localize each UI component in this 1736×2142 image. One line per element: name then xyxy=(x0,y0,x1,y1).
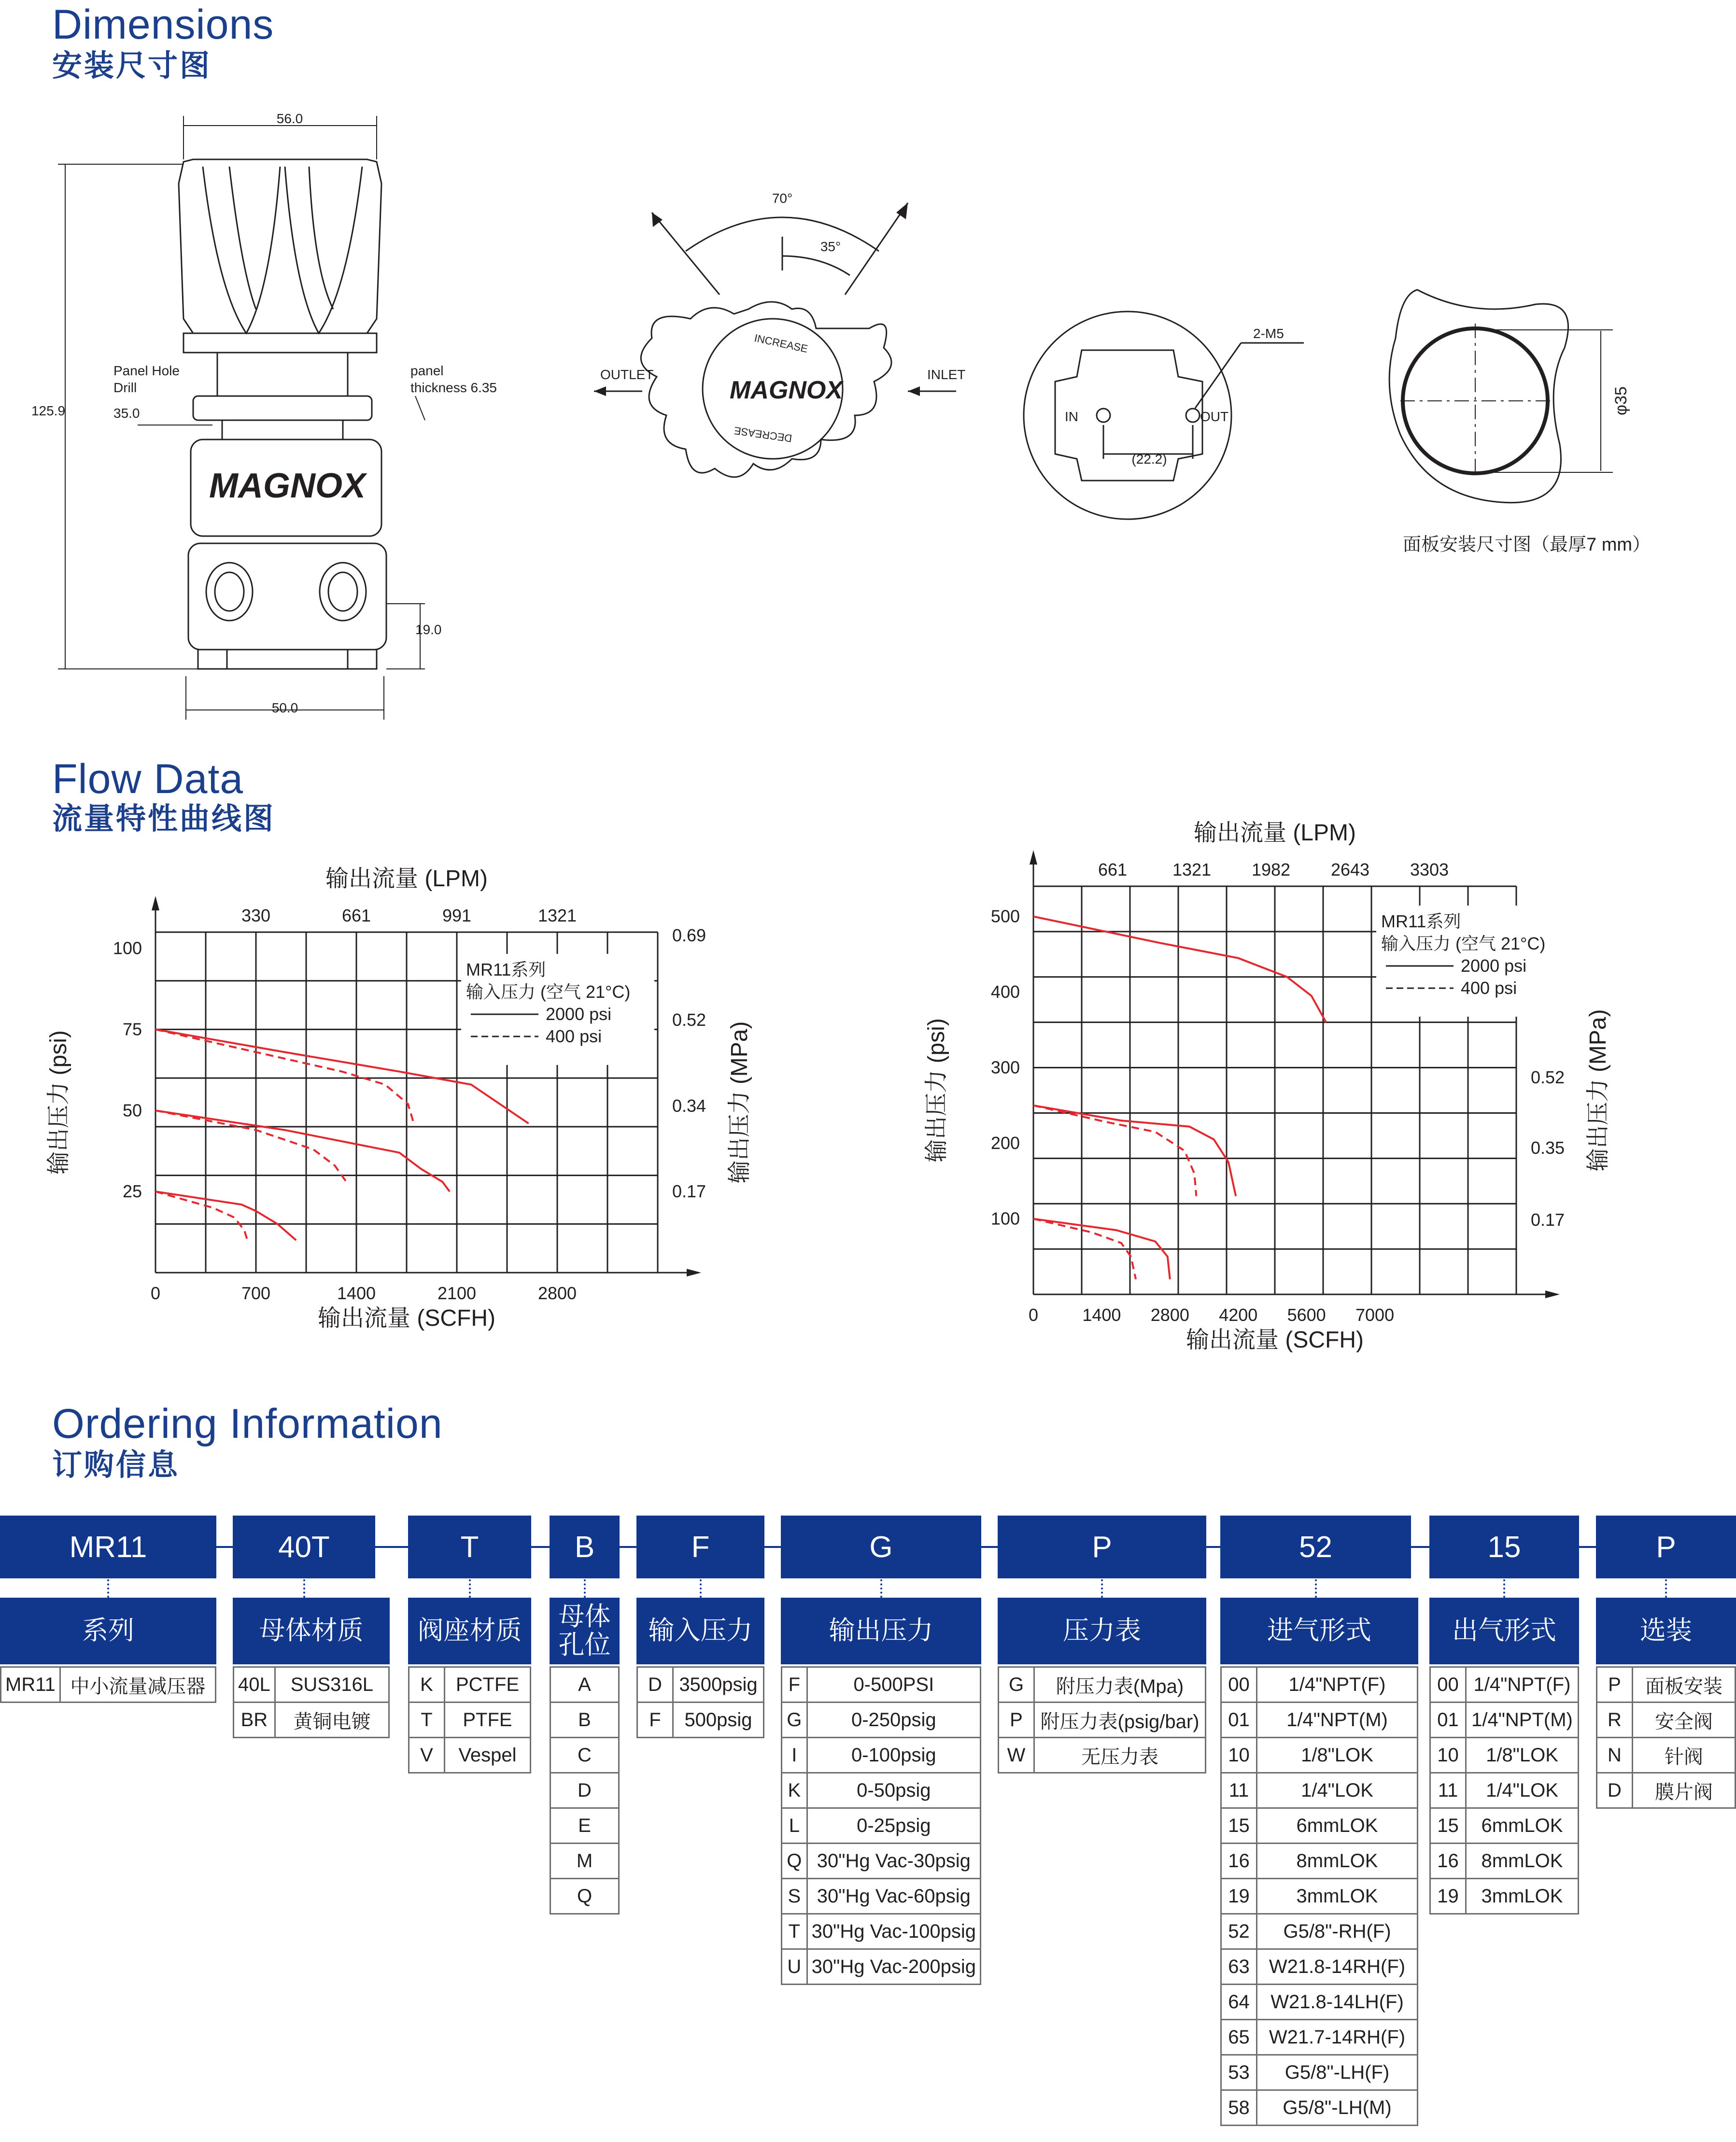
order-option-table xyxy=(550,1666,620,1915)
order-option-row xyxy=(1221,1985,1418,2020)
y-tick-label: 25 xyxy=(122,1181,142,1202)
option-description: 中小流量减压器 xyxy=(60,1667,215,1702)
option-description: PCTFE xyxy=(445,1667,531,1702)
option-description: 膜片阀 xyxy=(1633,1773,1736,1808)
order-option-row xyxy=(782,1738,981,1773)
option-code: 63 xyxy=(1221,1949,1257,1985)
order-option-row xyxy=(1597,1738,1736,1773)
y2-tick-label: 0.35 xyxy=(1531,1138,1565,1158)
dimensions-title: Dimensions xyxy=(52,1,274,48)
order-option-table xyxy=(0,1666,216,1703)
legend-solid-label: 2000 psi xyxy=(546,1004,612,1024)
legend-subtitle: 输入压力 (空气 21°C) xyxy=(1381,934,1546,953)
option-code: A xyxy=(550,1667,619,1702)
code-connector xyxy=(1579,1546,1596,1548)
option-description: 3mmLOK xyxy=(1257,1879,1418,1914)
order-code-box: P xyxy=(998,1516,1206,1578)
y-axis-label: 输出压力 (psi) xyxy=(924,1018,949,1163)
option-code: 00 xyxy=(1430,1667,1466,1702)
x-axis-arrow xyxy=(687,1269,701,1277)
option-description: 6mmLOK xyxy=(1466,1808,1579,1844)
flow-chart-left xyxy=(0,840,850,1381)
x-axis-arrow xyxy=(1545,1291,1560,1298)
order-option-row xyxy=(550,1773,619,1808)
order-option-table xyxy=(781,1666,981,1985)
option-code: BR xyxy=(234,1702,275,1738)
dim-height-total: 125.9 xyxy=(31,403,66,418)
option-code: 16 xyxy=(1221,1844,1257,1879)
dim-bottom-height: 19.0 xyxy=(415,622,442,637)
order-option-row xyxy=(1430,1702,1579,1738)
option-code: D xyxy=(637,1667,673,1702)
option-code: 15 xyxy=(1221,1808,1257,1844)
x-tick-label: 0 xyxy=(1028,1305,1039,1325)
dim-width-bottom: 50.0 xyxy=(271,700,298,715)
option-code: 53 xyxy=(1221,2055,1257,2090)
option-description: 1/8"LOK xyxy=(1257,1738,1418,1773)
order-option-row xyxy=(1,1667,216,1702)
code-dotted-connector xyxy=(107,1579,109,1598)
option-description: 无压力表 xyxy=(1034,1738,1206,1773)
panel-cutout-view xyxy=(1389,290,1613,503)
option-description: 0-500PSI xyxy=(807,1667,980,1702)
top-axis-label: 输出流量 (LPM) xyxy=(1193,821,1356,846)
option-description: G5/8"-LH(M) xyxy=(1257,2090,1418,2126)
option-code: 10 xyxy=(1430,1738,1466,1773)
phi-label: φ35 xyxy=(1612,386,1630,415)
option-code: F xyxy=(782,1667,807,1702)
code-connector xyxy=(1411,1546,1429,1548)
order-option-row xyxy=(1221,2055,1418,2090)
y-tick-label: 500 xyxy=(990,906,1020,926)
option-code: I xyxy=(782,1738,807,1773)
order-code-box: 40T xyxy=(233,1516,375,1578)
option-code: MR11 xyxy=(1,1667,60,1702)
series-2000psi-curve xyxy=(1033,1106,1236,1196)
order-option-row xyxy=(637,1702,764,1738)
x-tick-label: 2800 xyxy=(537,1283,577,1303)
order-option-row xyxy=(409,1702,531,1738)
code-dotted-connector xyxy=(700,1579,702,1598)
order-category-box: 母体 孔位 xyxy=(550,1598,620,1664)
option-description: 附压力表(psig/bar) xyxy=(1034,1702,1206,1738)
x-tick-label: 700 xyxy=(241,1283,271,1303)
option-description: 0-50psig xyxy=(807,1773,980,1808)
port-spacing: (22.2) xyxy=(1131,452,1167,467)
order-option-row xyxy=(234,1702,389,1738)
x-tick-label: 4200 xyxy=(1219,1305,1258,1325)
option-description: 8mmLOK xyxy=(1466,1844,1579,1879)
option-code: F xyxy=(637,1702,673,1738)
y-tick-label: 300 xyxy=(990,1057,1020,1078)
option-code: N xyxy=(1597,1738,1633,1773)
option-description: PTFE xyxy=(445,1702,531,1738)
order-category-box: 选装 xyxy=(1596,1598,1736,1664)
code-dotted-connector xyxy=(1665,1579,1667,1598)
y2-axis-label: 输出压力 (MPa) xyxy=(1585,1009,1611,1172)
y2-axis-label: 输出压力 (MPa) xyxy=(727,1021,752,1184)
order-option-row xyxy=(1221,1702,1418,1738)
option-code: 15 xyxy=(1430,1808,1466,1844)
order-option-row xyxy=(1221,2090,1418,2126)
option-code: E xyxy=(550,1808,619,1844)
order-option-row xyxy=(782,1667,981,1702)
x-tick-label: 7000 xyxy=(1355,1305,1395,1325)
option-code: V xyxy=(409,1738,445,1773)
option-code: L xyxy=(782,1808,807,1844)
option-description: 1/4"NPT(F) xyxy=(1257,1667,1418,1702)
order-option-row xyxy=(1221,1914,1418,1949)
order-category-box: 出气形式 xyxy=(1429,1598,1579,1664)
order-option-row xyxy=(234,1667,389,1702)
option-description: 30"Hg Vac-200psig xyxy=(807,1949,980,1985)
in-label: IN xyxy=(1065,409,1078,424)
order-option-row xyxy=(409,1738,531,1773)
series-400psi-curve xyxy=(155,1029,414,1123)
code-connector xyxy=(531,1546,550,1548)
order-option-row xyxy=(999,1738,1206,1773)
code-dotted-connector xyxy=(584,1579,586,1598)
order-option-row xyxy=(637,1667,764,1702)
order-option-row xyxy=(782,1808,981,1844)
option-description: 安全阀 xyxy=(1633,1702,1736,1738)
order-option-row xyxy=(1430,1808,1579,1844)
order-option-row xyxy=(1597,1667,1736,1702)
code-connector xyxy=(620,1546,636,1548)
y-tick-label: 400 xyxy=(990,982,1020,1002)
option-code: G xyxy=(999,1667,1034,1702)
decrease-label: DECREASE xyxy=(733,424,793,445)
y-tick-label: 100 xyxy=(113,938,142,958)
order-option-row xyxy=(1221,1773,1418,1808)
order-option-table xyxy=(1596,1666,1736,1809)
option-description: 0-250psig xyxy=(807,1702,980,1738)
top-tick-label: 1321 xyxy=(1172,860,1212,879)
y2-tick-label: 0.34 xyxy=(672,1096,706,1116)
order-option-row xyxy=(1221,1949,1418,1985)
option-code: T xyxy=(782,1914,807,1949)
top-axis-label: 输出流量 (LPM) xyxy=(325,866,488,892)
order-code-box: F xyxy=(636,1516,764,1578)
option-code: B xyxy=(550,1702,619,1738)
option-code: S xyxy=(782,1879,807,1914)
order-category-box: 系列 xyxy=(0,1598,216,1664)
option-code: 10 xyxy=(1221,1738,1257,1773)
option-description: Vespel xyxy=(445,1738,531,1773)
inlet-label: INLET xyxy=(927,367,966,382)
order-code-box: MR11 xyxy=(0,1516,216,1578)
outlet-label: OUTLET xyxy=(600,367,654,382)
order-option-table xyxy=(233,1666,390,1738)
option-description: 面板安装 xyxy=(1633,1667,1736,1702)
option-code: 65 xyxy=(1221,2020,1257,2055)
order-option-row xyxy=(782,1773,981,1808)
code-connector xyxy=(764,1546,781,1548)
order-option-row xyxy=(1597,1773,1736,1808)
option-description: 0-25psig xyxy=(807,1808,980,1844)
option-code: Q xyxy=(550,1879,619,1914)
option-description: 3mmLOK xyxy=(1466,1879,1579,1914)
x-tick-label: 2100 xyxy=(437,1283,477,1303)
brand-logo-knob: MAGNOX xyxy=(730,376,843,404)
option-description: 0-100psig xyxy=(807,1738,980,1773)
y-tick-label: 200 xyxy=(990,1133,1020,1153)
order-option-row xyxy=(1430,1879,1579,1914)
order-option-row xyxy=(409,1667,531,1702)
legend-title: MR11系列 xyxy=(1381,911,1461,931)
top-tick-label: 330 xyxy=(241,906,271,925)
option-code: 64 xyxy=(1221,1985,1257,2020)
option-code: 00 xyxy=(1221,1667,1257,1702)
option-code: P xyxy=(1597,1667,1633,1702)
x-tick-label: 1400 xyxy=(1082,1305,1121,1325)
order-option-row xyxy=(550,1808,619,1844)
order-category-box: 输出压力 xyxy=(781,1598,981,1664)
code-dotted-connector xyxy=(880,1579,882,1598)
m5-label: 2-M5 xyxy=(1253,326,1284,341)
order-code-box: P xyxy=(1596,1516,1736,1578)
series-400psi-curve xyxy=(155,1110,346,1182)
code-dotted-connector xyxy=(1315,1579,1317,1598)
option-description: W21.7-14RH(F) xyxy=(1257,2020,1418,2055)
order-option-row xyxy=(782,1949,981,1985)
order-option-row xyxy=(1430,1667,1579,1702)
out-label: OUT xyxy=(1200,409,1229,424)
order-option-table xyxy=(636,1666,764,1738)
code-dotted-connector xyxy=(469,1579,471,1598)
order-option-row xyxy=(1221,2020,1418,2055)
option-description: 1/8"LOK xyxy=(1466,1738,1579,1773)
option-code: D xyxy=(550,1773,619,1808)
series-2000psi-curve xyxy=(155,1110,450,1192)
code-connector xyxy=(981,1546,998,1548)
order-category-box: 母体材质 xyxy=(233,1598,390,1664)
order-category-box: 进气形式 xyxy=(1220,1598,1418,1664)
option-description: 1/4"NPT(F) xyxy=(1466,1667,1579,1702)
y2-tick-label: 0.52 xyxy=(672,1010,706,1030)
order-code-box: 52 xyxy=(1220,1516,1411,1578)
order-option-row xyxy=(550,1667,619,1702)
order-option-row xyxy=(550,1702,619,1738)
legend-dashed-label: 400 psi xyxy=(1461,978,1517,998)
flow-subtitle: 流量特性曲线图 xyxy=(52,802,276,836)
option-code: 58 xyxy=(1221,2090,1257,2126)
order-option-row xyxy=(782,1844,981,1879)
option-code: U xyxy=(782,1949,807,1985)
panel-caption: 面板安装尺寸图（最厚7 mm） xyxy=(1403,535,1651,555)
dimension-drawings xyxy=(0,0,1736,734)
order-category-box: 压力表 xyxy=(998,1598,1206,1664)
order-code-box: 15 xyxy=(1429,1516,1579,1578)
option-description: 30"Hg Vac-30psig xyxy=(807,1844,980,1879)
flow-title: Flow Data xyxy=(52,756,244,802)
x-axis-label: 输出流量 (SCFH) xyxy=(318,1305,495,1331)
brand-logo-side: MAGNOX xyxy=(209,467,366,505)
option-code: 52 xyxy=(1221,1914,1257,1949)
y-tick-label: 75 xyxy=(122,1019,142,1039)
order-option-row xyxy=(1430,1738,1579,1773)
panel-thickness-label-1: panel xyxy=(410,363,444,378)
code-dotted-connector xyxy=(1101,1579,1103,1598)
code-connector xyxy=(1206,1546,1220,1548)
order-option-table xyxy=(1429,1666,1579,1915)
order-option-row xyxy=(1221,1667,1418,1702)
panel-hole-label-2: Drill xyxy=(113,380,137,395)
option-code: 11 xyxy=(1221,1773,1257,1808)
top-tick-label: 2643 xyxy=(1330,860,1370,879)
legend-solid-label: 2000 psi xyxy=(1461,956,1527,976)
y2-tick-label: 0.69 xyxy=(672,925,706,945)
order-category-box: 输入压力 xyxy=(636,1598,764,1664)
order-option-row xyxy=(1430,1844,1579,1879)
option-description: 1/4"LOK xyxy=(1466,1773,1579,1808)
code-dotted-connector xyxy=(1503,1579,1505,1598)
option-code: 19 xyxy=(1430,1879,1466,1914)
regulator-side-view xyxy=(179,159,386,669)
y-tick-label: 100 xyxy=(990,1208,1020,1229)
option-description: W21.8-14RH(F) xyxy=(1257,1949,1418,1985)
x-tick-label: 1400 xyxy=(337,1283,376,1303)
order-option-row xyxy=(1221,1738,1418,1773)
angle-inner: 35° xyxy=(820,239,841,254)
order-code-box: T xyxy=(408,1516,531,1578)
option-description: 1/4"NPT(M) xyxy=(1257,1702,1418,1738)
order-option-row xyxy=(782,1879,981,1914)
x-tick-label: 5600 xyxy=(1287,1305,1326,1325)
panel-hole-value: 35.0 xyxy=(113,406,140,421)
option-description: 8mmLOK xyxy=(1257,1844,1418,1879)
option-description: 30"Hg Vac-100psig xyxy=(807,1914,980,1949)
option-description: 黄铜电镀 xyxy=(275,1702,389,1738)
order-option-row xyxy=(550,1879,619,1914)
top-tick-label: 661 xyxy=(341,906,371,925)
legend-subtitle: 输入压力 (空气 21°C) xyxy=(466,982,631,1002)
order-option-row xyxy=(999,1702,1206,1738)
option-description: 6mmLOK xyxy=(1257,1808,1418,1844)
y2-tick-label: 0.17 xyxy=(672,1181,706,1201)
top-tick-label: 1321 xyxy=(537,906,577,925)
top-tick-label: 661 xyxy=(1098,860,1128,879)
code-dotted-connector xyxy=(303,1579,305,1598)
option-code: K xyxy=(782,1773,807,1808)
order-option-row xyxy=(782,1702,981,1738)
option-code: K xyxy=(409,1667,445,1702)
order-option-row xyxy=(999,1667,1206,1702)
ordering-subtitle: 订购信息 xyxy=(52,1448,180,1482)
dim-width-top: 56.0 xyxy=(276,111,303,126)
legend-dashed-label: 400 psi xyxy=(546,1026,602,1046)
option-code: P xyxy=(999,1702,1034,1738)
order-option-row xyxy=(1430,1773,1579,1808)
order-option-row xyxy=(550,1844,619,1879)
option-code: 16 xyxy=(1430,1844,1466,1879)
order-option-table xyxy=(998,1666,1206,1773)
top-tick-label: 991 xyxy=(442,906,472,925)
option-code: 40L xyxy=(234,1667,275,1702)
series-2000psi-curve xyxy=(1033,917,1326,1022)
option-description: 1/4"LOK xyxy=(1257,1773,1418,1808)
option-code: T xyxy=(409,1702,445,1738)
increase-label: INCREASE xyxy=(753,332,809,355)
option-description: 30"Hg Vac-60psig xyxy=(807,1879,980,1914)
option-code: 11 xyxy=(1430,1773,1466,1808)
option-description: SUS316L xyxy=(275,1667,389,1702)
option-description: 3500psig xyxy=(673,1667,764,1702)
angle-outer: 70° xyxy=(772,191,793,206)
y2-tick-label: 0.52 xyxy=(1531,1067,1565,1087)
option-code: W xyxy=(999,1738,1034,1773)
order-option-table xyxy=(408,1666,531,1773)
option-code: 01 xyxy=(1221,1702,1257,1738)
legend-title: MR11系列 xyxy=(466,960,546,979)
option-code: C xyxy=(550,1738,619,1773)
flow-chart-right xyxy=(869,821,1736,1386)
option-code: M xyxy=(550,1844,619,1879)
option-description: 500psig xyxy=(673,1702,764,1738)
code-connector xyxy=(216,1546,233,1548)
option-code: D xyxy=(1597,1773,1633,1808)
y2-tick-label: 0.17 xyxy=(1531,1210,1565,1230)
order-option-row xyxy=(1221,1879,1418,1914)
option-code: R xyxy=(1597,1702,1633,1738)
top-tick-label: 3303 xyxy=(1410,860,1449,879)
panel-hole-label-1: Panel Hole xyxy=(113,363,180,378)
option-description: G5/8"-LH(F) xyxy=(1257,2055,1418,2090)
option-code: 19 xyxy=(1221,1879,1257,1914)
y-tick-label: 50 xyxy=(122,1100,142,1121)
y-axis-label: 输出压力 (psi) xyxy=(46,1030,71,1175)
order-code-box: B xyxy=(550,1516,620,1578)
ordering-title: Ordering Information xyxy=(52,1401,443,1447)
panel-thickness-label-2: thickness 6.35 xyxy=(410,380,497,395)
option-code: Q xyxy=(782,1844,807,1879)
option-code: 01 xyxy=(1430,1702,1466,1738)
top-tick-label: 1982 xyxy=(1251,860,1291,879)
order-option-row xyxy=(1221,1808,1418,1844)
y-axis-arrow xyxy=(152,896,159,910)
order-option-table xyxy=(1220,1666,1418,2126)
option-description: G5/8"-RH(F) xyxy=(1257,1914,1418,1949)
order-option-row xyxy=(1597,1702,1736,1738)
x-axis-label: 输出流量 (SCFH) xyxy=(1186,1327,1364,1353)
y-axis-arrow xyxy=(1030,850,1037,865)
order-option-row xyxy=(1221,1844,1418,1879)
order-option-row xyxy=(782,1914,981,1949)
order-code-box: G xyxy=(781,1516,981,1578)
x-tick-label: 2800 xyxy=(1150,1305,1189,1325)
order-category-box: 阀座材质 xyxy=(408,1598,531,1664)
option-description: 1/4"NPT(M) xyxy=(1466,1702,1579,1738)
x-tick-label: 0 xyxy=(150,1283,161,1303)
option-description: W21.8-14LH(F) xyxy=(1257,1985,1418,2020)
option-description: 附压力表(Mpa) xyxy=(1034,1667,1206,1702)
order-option-row xyxy=(550,1738,619,1773)
series-2000psi-curve xyxy=(155,1192,296,1240)
option-description: 针阀 xyxy=(1633,1738,1736,1773)
dimensions-subtitle: 安装尺寸图 xyxy=(52,49,212,83)
code-connector xyxy=(375,1546,408,1548)
option-code: G xyxy=(782,1702,807,1738)
